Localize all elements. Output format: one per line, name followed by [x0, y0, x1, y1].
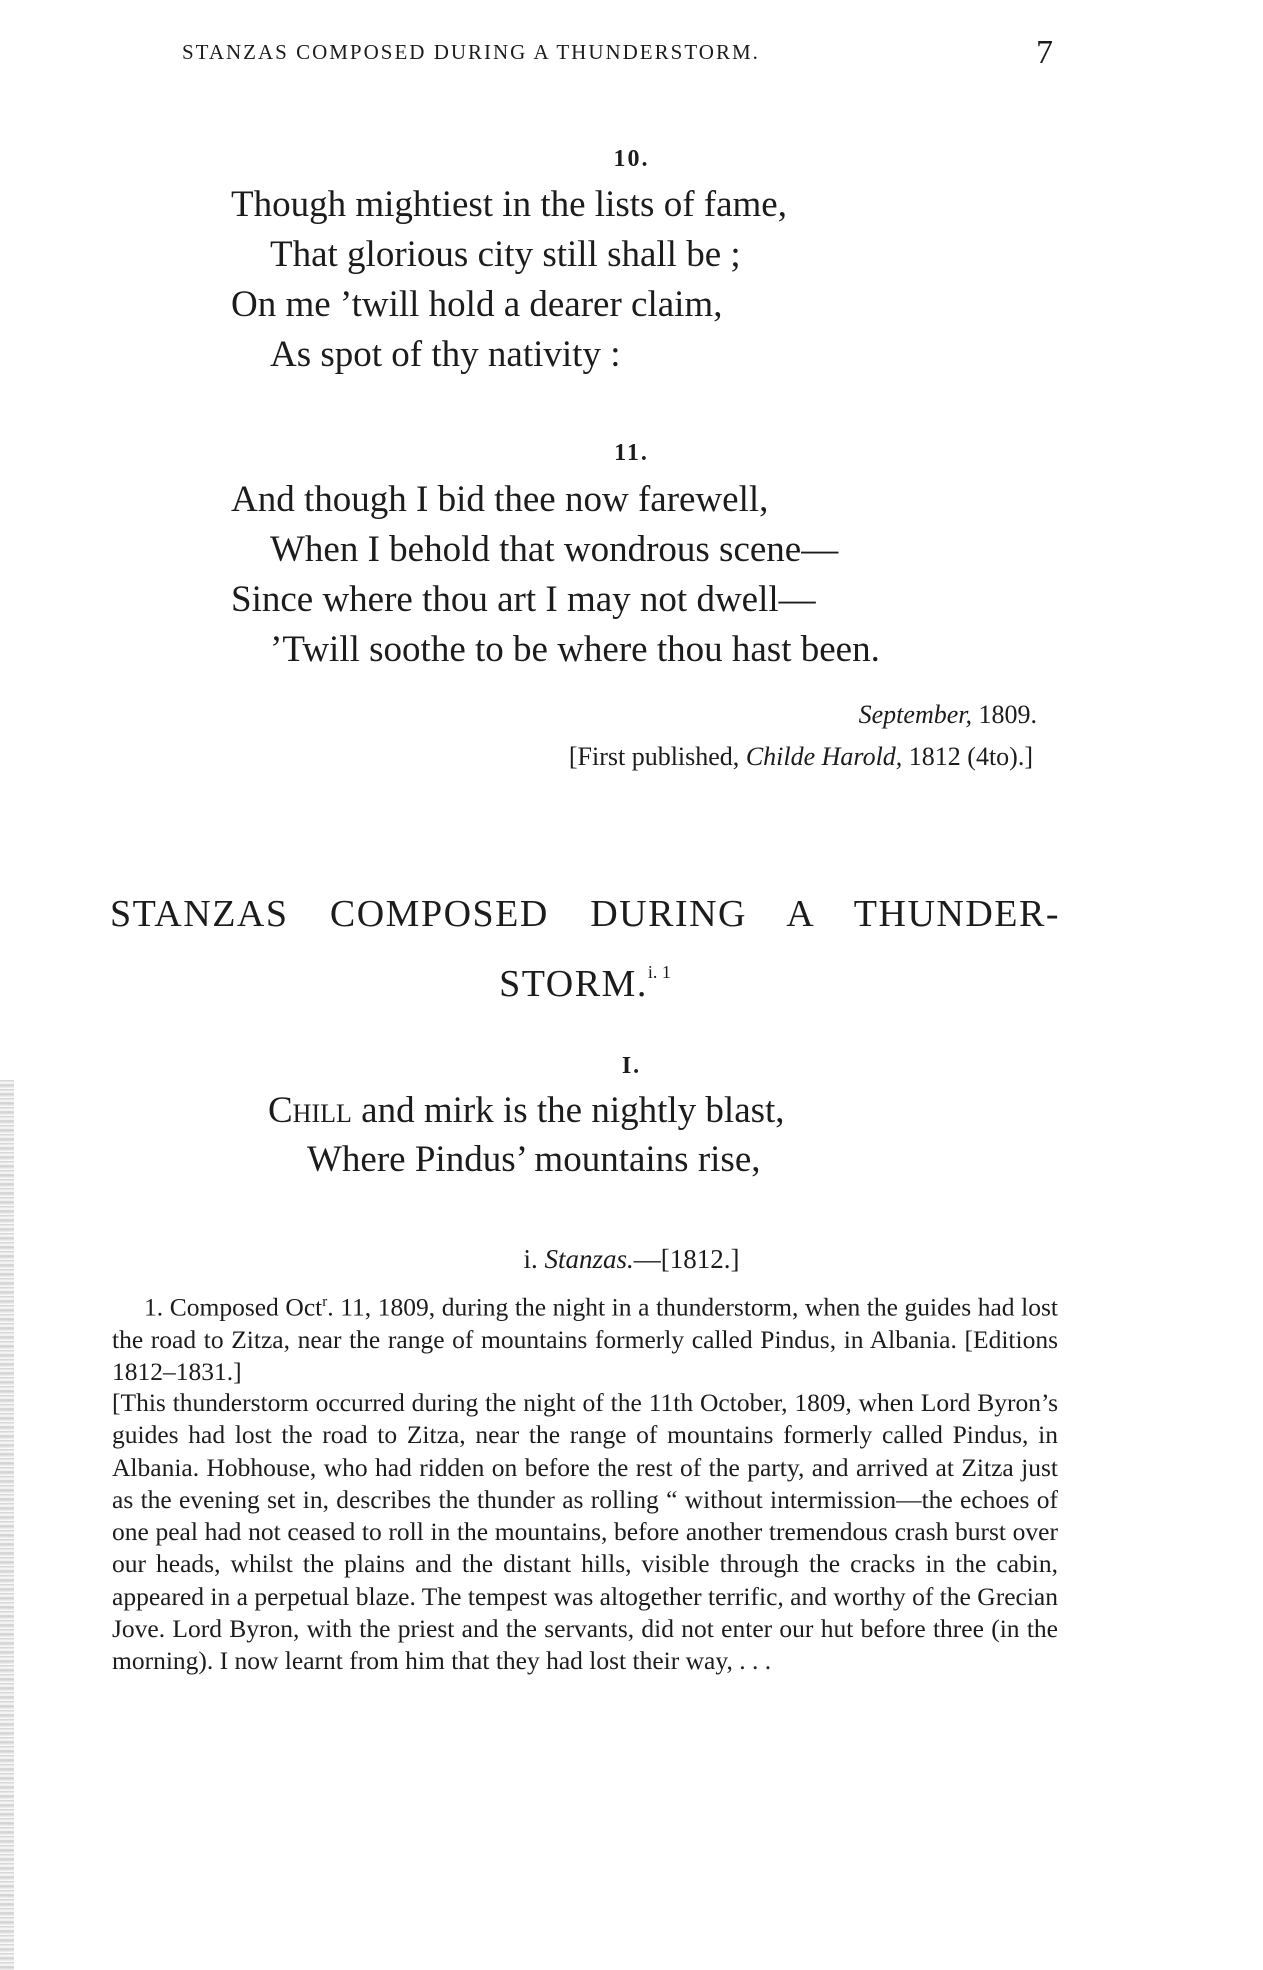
footnote-reference: i. 1 [647, 962, 671, 982]
verse-line: ’Twill soothe to be where thou hast been. [270, 629, 880, 670]
variant-text: Stanzas. [544, 1244, 634, 1274]
variant-marker: i. [523, 1244, 538, 1274]
stanza-number-10: 10. [613, 146, 650, 172]
footnote-1 [112, 1286, 1058, 1388]
verse-line: Where Pindus’ mountains rise, [307, 1139, 761, 1180]
publication-prefix: [First published, [568, 742, 740, 771]
poem-title-line-2 [110, 943, 1060, 1013]
variant-reading [0, 1244, 1263, 1275]
verse-line: And though I bid thee now farewell, [231, 479, 769, 520]
publication-work: Childe Harold, [745, 742, 903, 771]
footnote-2: [This thunderstorm occurred during the night of the 11th October, 1809, when Lord Byron’s guides had lost the road to Zitza, near the range of mountains formerly called Pindus, in Albania. Hobhouse, who had ridden on before the rest of the party, and arrived at Zitza just as the evening set in, describes the thunder as rolling “ without intermission—the echoes of one peal had not ceased to roll in the mountains, before another tremendous crash burst over our heads, whilst the plains and the distant hills, visible through the cracks in the cabin, appeared in a perpetual blaze. The tempest was altogether terrific, and worthy of the Grecian Jove. Lord Byron, with the priest and the servants, did not enter our hut before three (in the morning). I now learnt from him that they had lost their way, . . . [112, 1388, 1058, 1676]
page-gutter-shadow [0, 1080, 14, 1970]
running-head: STANZAS COMPOSED DURING A THUNDERSTORM. [182, 40, 760, 64]
page-number: 7 [1036, 34, 1053, 71]
verse-line: That glorious city still shall be ; [270, 234, 741, 275]
verse-line: As spot of thy nativity : [270, 334, 621, 375]
verse-line: Since where thou art I may not dwell— [231, 579, 816, 620]
poem-title-line-1: STANZAS COMPOSED DURING A THUNDER- [110, 893, 1060, 935]
publication-suffix: 1812 (4to).] [908, 742, 1033, 771]
poem-title [110, 885, 1060, 1013]
verse-line [268, 1089, 785, 1132]
verse-line: When I behold that wondrous scene— [270, 529, 839, 570]
footnote-1-body: . 11, 1809, during the night in a thunderstorm, when the guides had lost the road to Zitza, near the range of mountains formerly called Pindus, in Albania. [Editions 1812–1831.] [112, 1292, 1058, 1387]
opening-word: Chill [268, 1090, 352, 1131]
dateline-year: 1809. [978, 700, 1037, 729]
verse-line-rest: and mirk is the nightly blast, [351, 1090, 785, 1131]
publication-note [569, 742, 1033, 772]
dateline-month: September, [858, 700, 972, 729]
stanza-number-1: I. [621, 1053, 642, 1079]
verse-line: Though mightiest in the lists of fame, [231, 184, 787, 225]
variant-date: —[1812.] [633, 1244, 740, 1274]
footnote-1-superscript: r [322, 1294, 328, 1310]
verse-line: On me ’twill hold a dearer claim, [231, 284, 723, 325]
poem-title-word: STORM. [499, 963, 648, 1005]
stanza-number-11: 11. [614, 440, 649, 466]
poem-dateline [859, 700, 1037, 730]
footnote-1-start: 1. Composed Oct [144, 1292, 323, 1322]
